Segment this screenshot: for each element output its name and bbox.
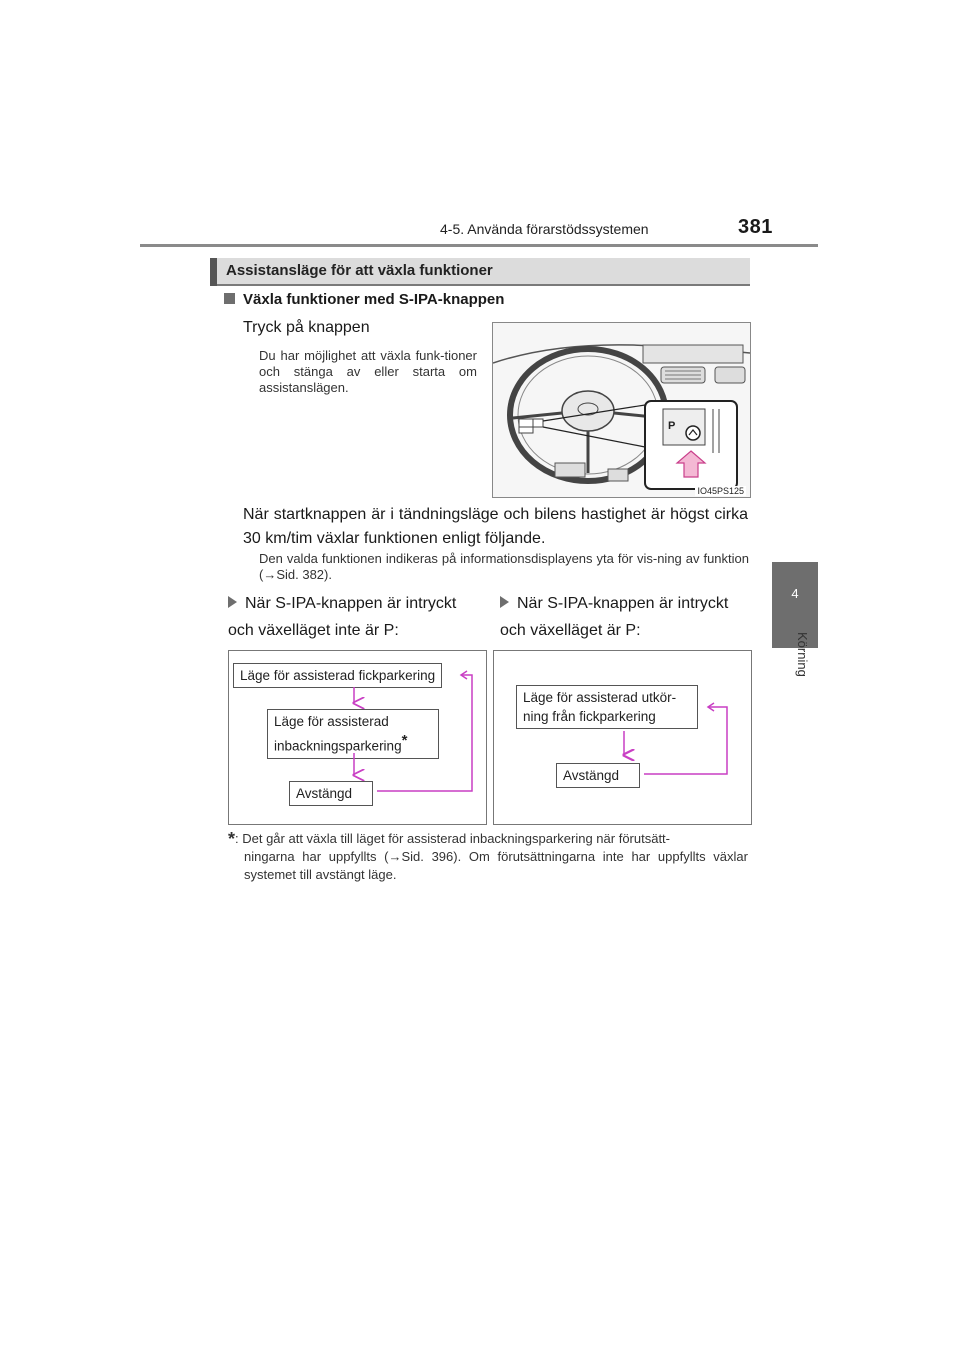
instruction-lead: Tryck på knappen [243, 319, 370, 336]
square-bullet-icon [224, 293, 235, 304]
dashboard-illustration [492, 322, 751, 498]
chapter-tab-label: Körning [795, 632, 810, 677]
flow-arrows-p [494, 651, 751, 824]
footnote-mark: * [228, 829, 236, 849]
footnote-rest: ningarna har uppfyllts (→Sid. 396). Om förutsättningarna inte har uppfyllts växlar systemet till avstängt läge. [244, 849, 748, 882]
flow-panel-not-p [228, 650, 487, 825]
header-divider [140, 244, 818, 247]
section-accent [210, 258, 217, 286]
flow-box-off: Avstängd [289, 781, 373, 806]
steering-wheel-illustration [493, 323, 750, 497]
column-heading-p-line1: När S-IPA-knappen är intryckt [517, 595, 729, 612]
chapter-tab-number: 4 [791, 586, 799, 601]
triangle-bullet-icon [228, 596, 237, 608]
main-note: Den valda funktionen indikeras på informationsdisplayens yta för vis-ning av funktion (→Sid. 382). [259, 551, 749, 582]
flow-arrows-not-p [229, 651, 486, 824]
flow-box-pocket-parking: Läge för assisterad fickparkering [233, 663, 442, 688]
subsection-heading-text: Växla funktioner med S-IPA-knappen [243, 291, 505, 308]
footnote [228, 830, 748, 884]
footnote-marker: * [401, 732, 408, 749]
section-header [210, 258, 750, 286]
triangle-bullet-icon [500, 596, 509, 608]
column-heading-p-line2: och växelläget är P: [500, 622, 641, 639]
instruction-note: Du har möjlighet att växla funk-tioner och stänga av eller starta om assistanslägen. [259, 348, 477, 395]
flow-box-exit-line2: ning från fickparkering [523, 709, 656, 724]
subsection-heading [224, 291, 504, 308]
main-paragraph: När startknappen är i tändningsläge och bilens hastighet är högst cirka 30 km/tim växlar funktionen enligt följande. [243, 506, 748, 547]
column-heading-p [500, 590, 748, 644]
chapter-title: 4-5. Använda förarstödssystemen [440, 221, 649, 237]
illustration-code: IO45PS125 [697, 486, 744, 496]
p-button-label: P [668, 420, 676, 432]
section-title: Assistansläge för att växla funktioner [226, 262, 493, 279]
flow-box-exit-line1: Läge för assisterad utkör- [523, 690, 677, 705]
page-number: 381 [738, 216, 773, 238]
flow-box-off: Avstängd [556, 763, 640, 788]
column-heading-not-p-line1: När S-IPA-knappen är intryckt [245, 595, 457, 612]
column-heading-not-p [228, 590, 476, 644]
column-heading-not-p-line2: och växelläget inte är P: [228, 622, 399, 639]
flow-panel-p [493, 650, 752, 825]
footnote-line1: : Det går att växla till läget för assisterad inbackningsparkering när förutsätt- [235, 831, 671, 846]
flow-box-reverse-line2: inbackningsparkering [274, 738, 402, 754]
flow-box-reverse-line1: Läge för assisterad [274, 714, 389, 729]
